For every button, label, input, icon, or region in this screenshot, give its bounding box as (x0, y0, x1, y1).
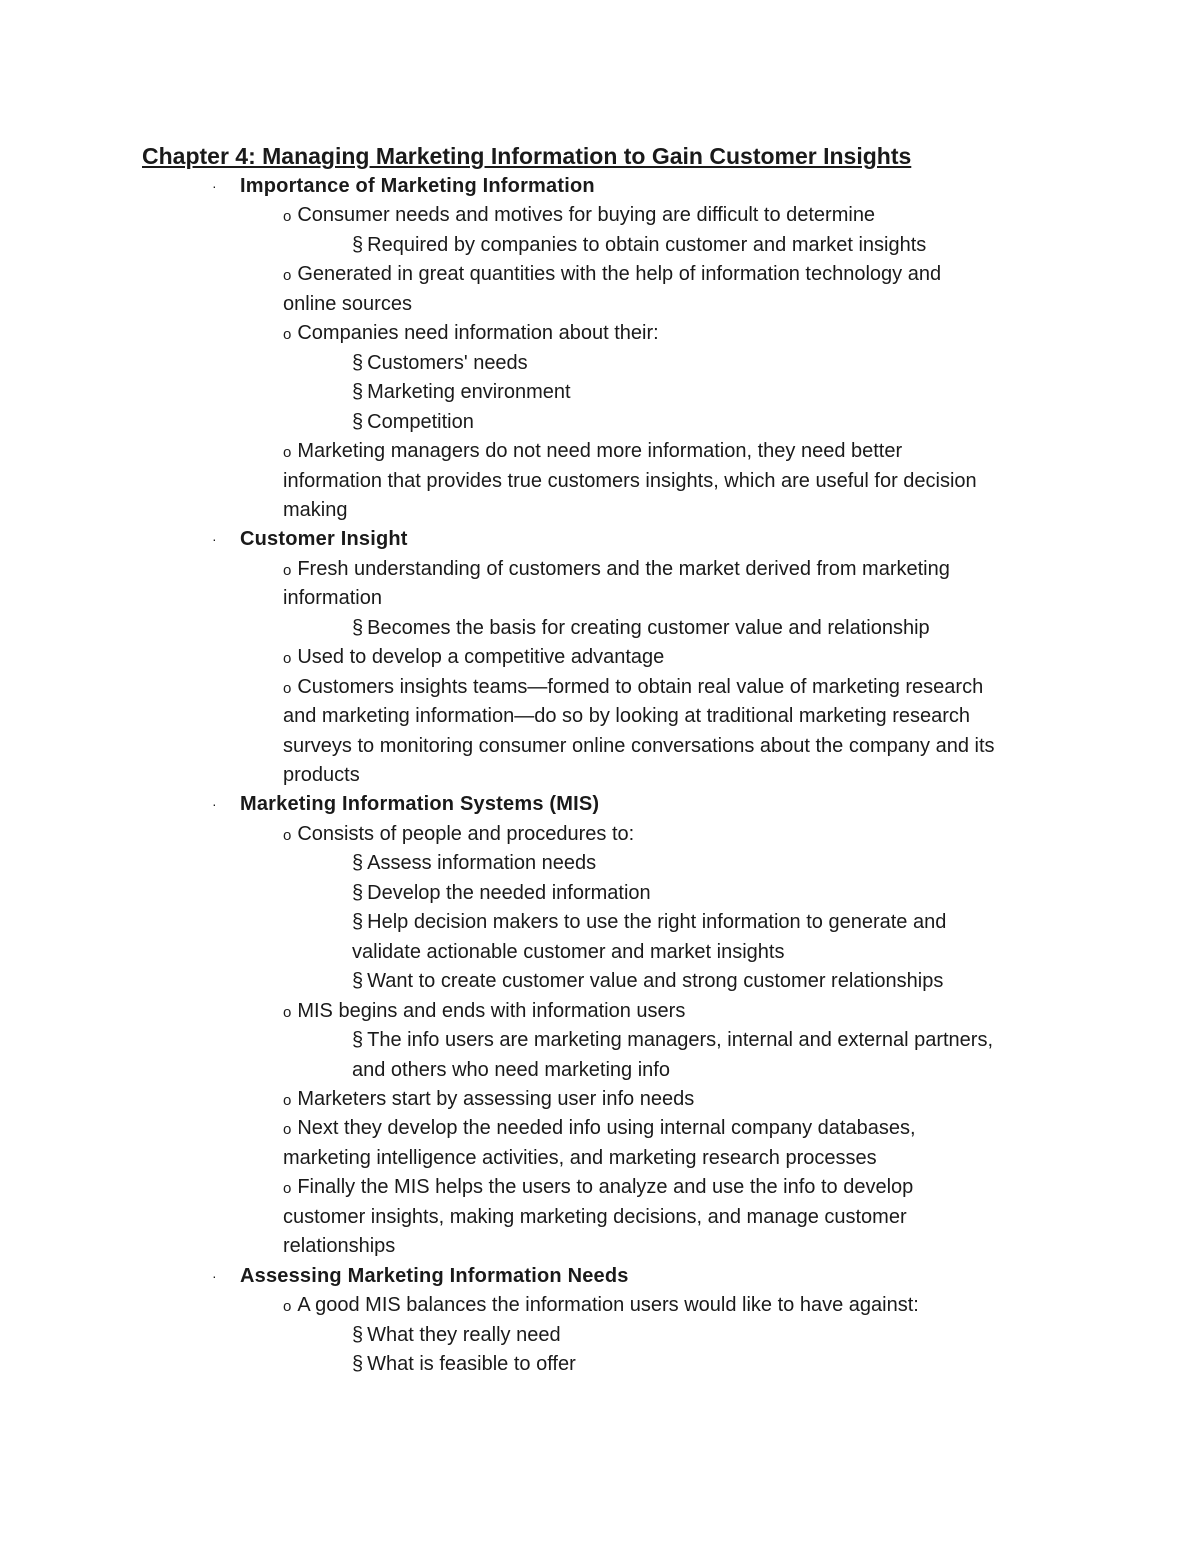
bullet-circle: o (283, 826, 292, 844)
list-item-text: Consumer needs and motives for buying are difficult to determine (297, 204, 876, 227)
bullet-section-sign: § (352, 233, 364, 256)
list-item-continuation: online sources (283, 292, 412, 315)
bullet-circle: o (283, 679, 292, 697)
sub-item (352, 1028, 993, 1052)
list-item-text: Finally the MIS helps the users to analyze and use the info to develop (297, 1176, 914, 1199)
list-item (283, 1116, 916, 1142)
bullet-section-sign: § (352, 381, 364, 404)
sub-item-text: What they really need (367, 1323, 561, 1346)
section-heading (212, 527, 408, 551)
list-item (283, 203, 875, 229)
sub-item-text: Competition (367, 410, 474, 433)
sub-item-text: Marketing environment (367, 381, 571, 404)
list-item (283, 262, 941, 288)
sub-item-continuation: and others who need marketing info (352, 1058, 670, 1081)
bullet-section-sign: § (352, 410, 364, 433)
list-item-text: Companies need information about their: (297, 322, 659, 345)
list-item (283, 1087, 694, 1113)
list-item (283, 1293, 919, 1319)
list-item-text: MIS begins and ends with information users (297, 999, 686, 1022)
sub-item (352, 351, 528, 375)
section-heading-text: Importance of Marketing Information (240, 175, 595, 197)
list-item-text: Consists of people and procedures to: (297, 822, 635, 845)
list-item-continuation: products (283, 764, 360, 786)
sub-item-text: Want to create customer value and strong customer relationships (367, 970, 944, 993)
list-item (283, 439, 902, 465)
list-item-continuation: relationships (283, 1235, 396, 1258)
list-item-continuation: marketing intelligence activities, and marketing research processes (283, 1146, 877, 1169)
list-item-text: A good MIS balances the information users would like to have against: (297, 1294, 919, 1317)
list-item-text: Marketers start by assessing user info needs (297, 1087, 695, 1110)
bullet-circle: o (283, 561, 292, 579)
list-item (283, 822, 634, 848)
list-item-continuation: information that provides true customers insights, which are useful for decision (283, 469, 977, 492)
sub-item (352, 881, 651, 905)
section-heading (212, 1264, 629, 1288)
bullet-section-sign: § (352, 351, 364, 374)
list-item-text: Marketing managers do not need more information, they need better (297, 440, 903, 463)
bullet-circle: o (283, 650, 292, 668)
bullet-circle: o (283, 1121, 292, 1139)
list-item (283, 999, 685, 1025)
bullet-section-sign: § (352, 911, 364, 934)
bullet-section-sign: § (352, 1353, 364, 1375)
sub-item (352, 233, 926, 257)
list-item-text: Used to develop a competitive advantage (297, 646, 665, 669)
bullet-circle: o (283, 1003, 292, 1021)
sub-item (352, 910, 946, 934)
bullet-dot: · (212, 178, 217, 194)
sub-item-text: Required by companies to obtain customer and market insights (367, 233, 927, 256)
bullet-section-sign: § (352, 1029, 364, 1051)
section-heading-text: Assessing Marketing Information Needs (240, 1264, 629, 1287)
list-item-text: Customers insights teams—formed to obtain real value of marketing research (297, 675, 984, 698)
sub-item-text: Becomes the basis for creating customer value and relationship (367, 616, 930, 639)
list-item-continuation: surveys to monitoring consumer online conversations about the company and its (283, 734, 995, 757)
sub-item (352, 1323, 561, 1347)
list-item-text: Fresh understanding of customers and the market derived from marketing (297, 557, 950, 580)
section-heading (212, 792, 599, 816)
bullet-circle: o (283, 444, 292, 462)
bullet-circle: o (283, 1180, 292, 1198)
sub-item (352, 380, 571, 404)
sub-item-text: What is feasible to offer (367, 1353, 576, 1375)
bullet-circle: o (283, 326, 292, 344)
list-item (283, 321, 659, 347)
sub-item (352, 1352, 576, 1376)
bullet-section-sign: § (352, 970, 364, 993)
sub-item-text: Help decision makers to use the right information to generate and (367, 911, 947, 934)
list-item-continuation: customer insights, making marketing decisions, and manage customer (283, 1205, 907, 1228)
section-heading-text: Marketing Information Systems (MIS) (240, 793, 600, 816)
sub-item-text: The info users are marketing managers, internal and external partners, (367, 1029, 994, 1051)
sub-item (352, 969, 943, 993)
sub-item-text: Develop the needed information (367, 881, 651, 904)
sub-item-text: Customers' needs (367, 351, 528, 374)
sub-item (352, 616, 930, 640)
list-item (283, 675, 983, 701)
bullet-section-sign: § (352, 1323, 364, 1346)
sub-item-text: Assess information needs (367, 852, 597, 875)
bullet-section-sign: § (352, 616, 364, 639)
section-heading (212, 174, 595, 198)
list-item-continuation: making (283, 498, 348, 521)
list-item-continuation: and marketing information—do so by looking at traditional marketing research (283, 705, 971, 728)
list-item (283, 557, 950, 583)
sub-item (352, 851, 596, 875)
list-item-text: Next they develop the needed info using internal company databases, (297, 1117, 916, 1140)
list-item (283, 1175, 913, 1201)
bullet-dot: · (212, 531, 217, 548)
sub-item (352, 410, 474, 434)
bullet-dot: · (212, 1267, 217, 1284)
bullet-section-sign: § (352, 852, 364, 875)
bullet-section-sign: § (352, 881, 364, 904)
bullet-circle: o (283, 267, 292, 285)
section-heading-text: Customer Insight (240, 528, 408, 551)
sub-item-continuation: validate actionable customer and market insights (352, 940, 785, 963)
bullet-circle: o (283, 1298, 292, 1316)
list-item-continuation: information (283, 587, 382, 610)
list-item (283, 645, 664, 671)
bullet-circle: o (283, 1091, 292, 1109)
list-item-text: Generated in great quantities with the help of information technology and (297, 263, 942, 286)
chapter-title: Chapter 4: Managing Marketing Information to Gain Customer Insights (142, 143, 912, 169)
bullet-circle: o (283, 208, 292, 226)
bullet-dot: · (212, 796, 217, 813)
